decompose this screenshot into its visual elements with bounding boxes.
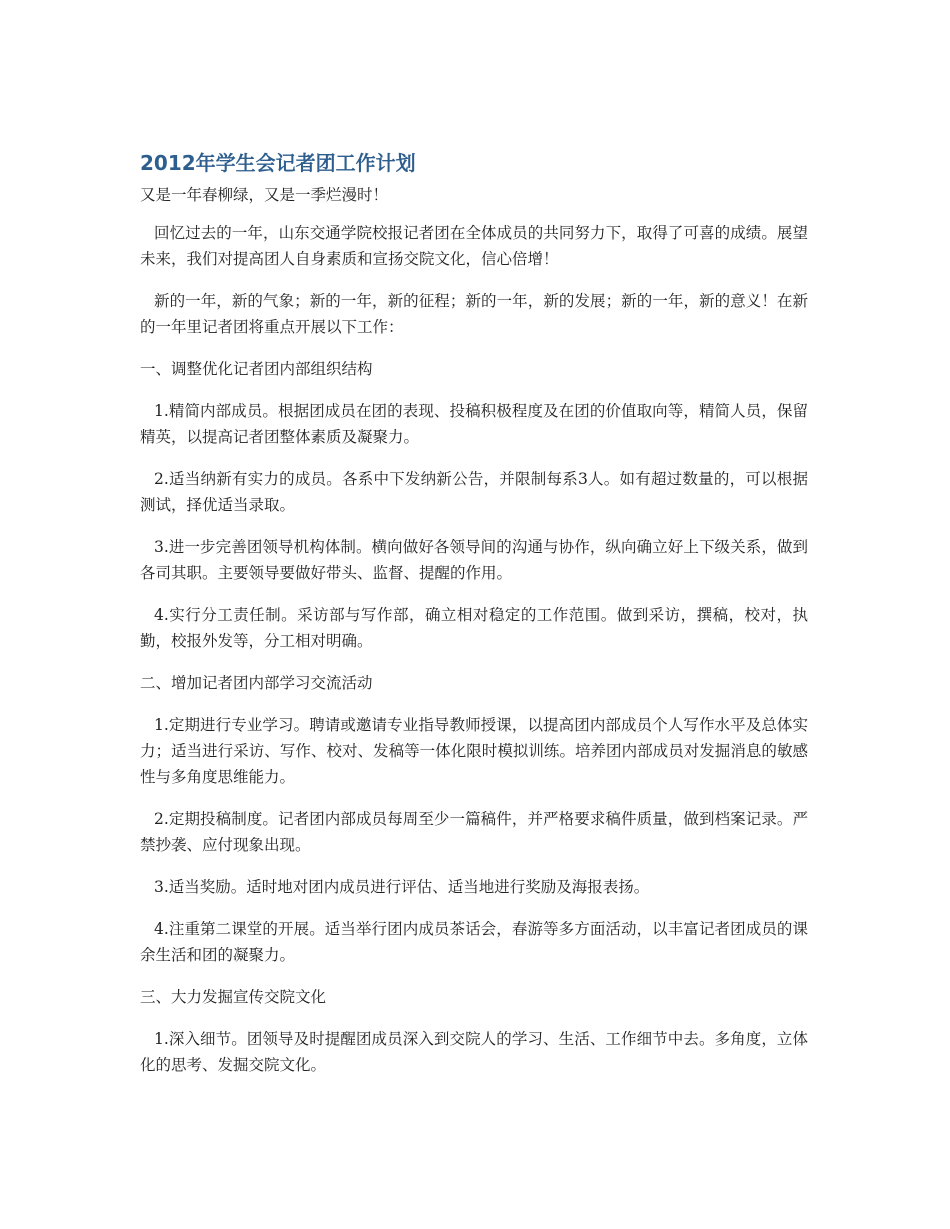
intro-paragraph-2: 新的一年，新的气象；新的一年，新的征程；新的一年，新的发展；新的一年，新的意义！在新的一年里记者团将重点开展以下工作： [140,292,808,336]
section-2-item-3: 3.适当奖励。适时地对团内成员进行评估、适当地进行奖励及海报表扬。 [154,878,650,896]
section-2-item-2: 2.定期投稿制度。记者团内部成员每周至少一篇稿件，并严格要求稿件质量，做到档案记录。严禁抄袭、应付现象出现。 [140,810,808,854]
section-2-item-1: 1.定期进行专业学习。聘请或邀请专业指导教师授课，以提高团内部成员个人写作水平及总体实力；适当进行采访、写作、校对、发稿等一体化限时模拟训练。培养团内部成员对发掘消息的敏感性与多角度思维能力。 [140,716,808,786]
intro-paragraph-1: 回忆过去的一年，山东交通学院校报记者团在全体成员的共同努力下，取得了可喜的成绩。展望未来，我们对提高团人自身素质和宣扬交院文化，信心倍增！ [140,224,808,268]
section-1-item-2: 2.适当纳新有实力的成员。各系中下发纳新公告，并限制每系3人。如有超过数量的，可以根据测试，择优适当录取。 [140,470,808,514]
document-page [140,148,808,1094]
section-heading-2: 二、增加记者团内部学习交流活动 [140,674,373,692]
document-subtitle: 又是一年春柳绿，又是一季烂漫时！ [140,186,389,204]
document-title: 2012年学生会记者团工作计划 [140,151,416,175]
section-3-item-1: 1.深入细节。团领导及时提醒团成员深入到交院人的学习、生活、工作细节中去。多角度，立体化的思考、发掘交院文化。 [140,1030,808,1074]
section-1-item-3: 3.进一步完善团领导机构体制。横向做好各领导间的沟通与协作，纵向确立好上下级关系，做到各司其职。主要领导要做好带头、监督、提醒的作用。 [140,538,808,582]
section-2-item-4: 4.注重第二课堂的开展。适当举行团内成员茶话会，春游等多方面活动，以丰富记者团成员的课余生活和团的凝聚力。 [140,920,808,964]
section-heading-1: 一、调整优化记者团内部组织结构 [140,360,373,378]
section-1-item-4: 4.实行分工责任制。采访部与写作部，确立相对稳定的工作范围。做到采访，撰稿，校对，执勤，校报外发等，分工相对明确。 [140,606,808,650]
section-heading-3: 三、大力发掘宣传交院文化 [140,988,327,1006]
section-1-item-1: 1.精简内部成员。根据团成员在团的表现、投稿积极程度及在团的价值取向等，精简人员，保留精英，以提高记者团整体素质及凝聚力。 [140,402,808,446]
